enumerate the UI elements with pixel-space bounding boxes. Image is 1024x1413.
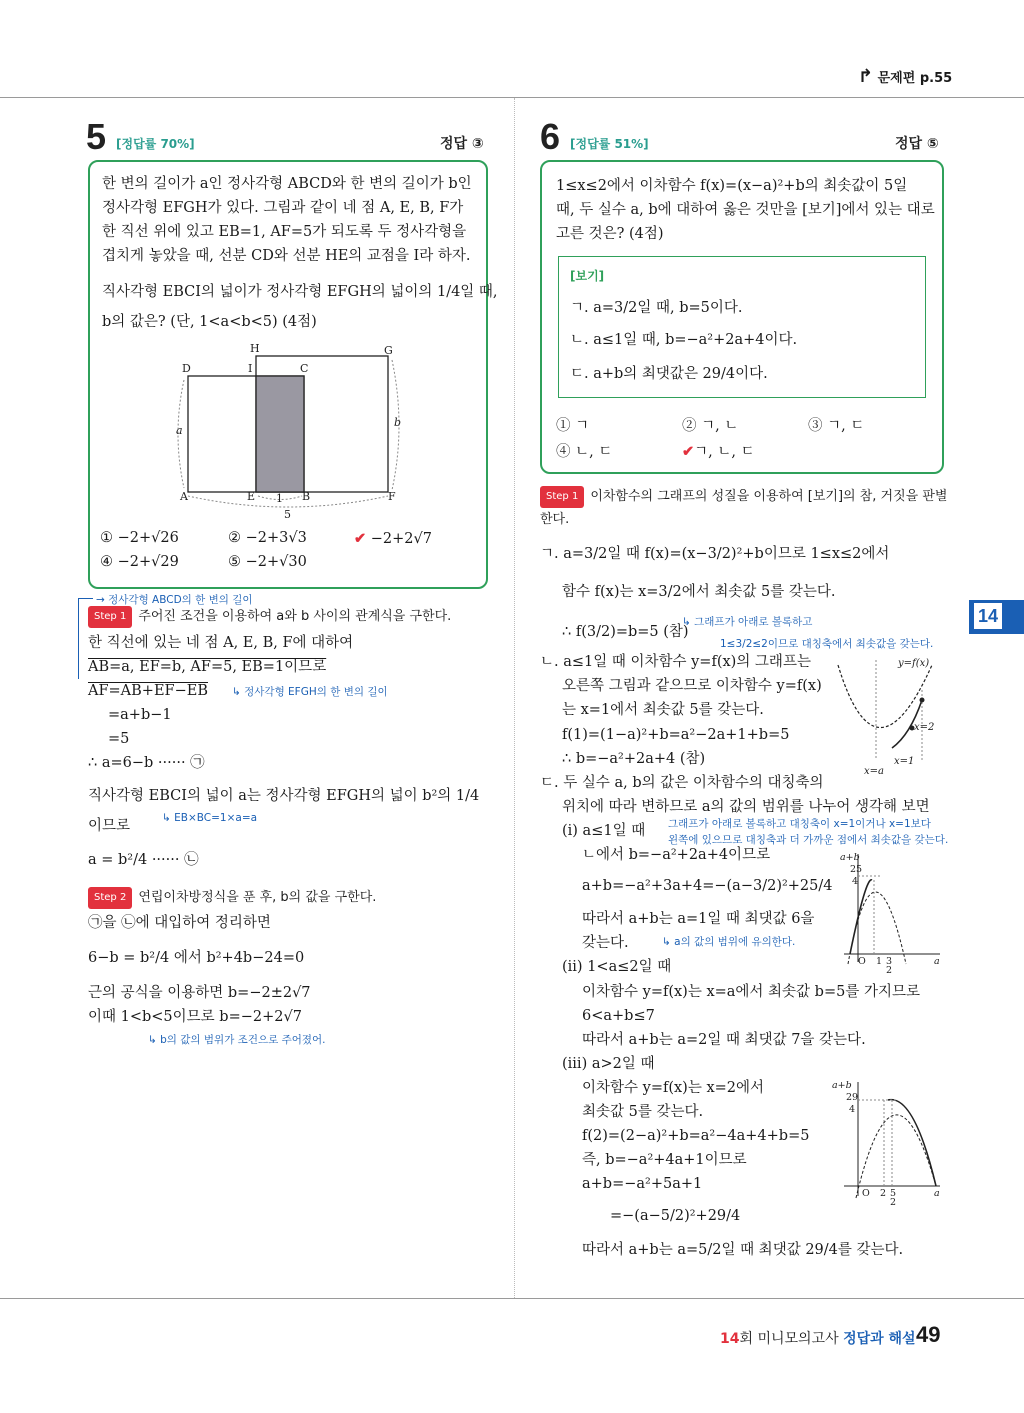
s6-l10: 위치에 따라 변하므로 a의 값의 범위를 나누어 생각해 보면 (562, 799, 930, 815)
s6-l15: 갖는다. (582, 935, 629, 951)
g2-label-1: 1 (876, 956, 883, 967)
g2-label-a: a (934, 956, 940, 967)
check-icon: ✔ (682, 443, 695, 460)
s5-note-efgh: ↳ 정사각형 EFGH의 한 변의 길이 (232, 686, 388, 698)
p6-option-5[interactable]: ✔ㄱ, ㄴ, ㄷ (682, 443, 755, 460)
g1-label-x2: x=2 (914, 722, 935, 733)
g3-label-4: 4 (849, 1104, 856, 1115)
s6-note-4: 왼쪽에 있으므로 대칭축과 더 가까운 점에서 최솟값을 갖는다. (668, 834, 949, 846)
bogi-3: ㄷ. a+b의 최댓값은 29/4이다. (570, 366, 768, 382)
s5-l6: ∴ a=6−b ······ ㉠ (88, 755, 205, 771)
p5-option-5[interactable]: ⑤ −2+√30 (228, 554, 307, 570)
problem6-number: 6 (540, 116, 561, 157)
p5-line-1: 한 변의 길이가 a인 정사각형 ABCD와 한 변의 길이가 b인 (102, 176, 472, 192)
label-G: G (384, 344, 393, 357)
s5-note-top: → 정사각형 ABCD의 한 변의 길이 (96, 594, 253, 606)
s6-l2: 함수 f(x)는 x=3/2에서 최솟값 5를 갖는다. (562, 584, 836, 600)
s6-l22: 최솟값 5를 갖는다. (582, 1104, 704, 1120)
bogi-2: ㄴ. a≤1일 때, b=−a²+2a+4이다. (570, 332, 798, 348)
s6-l11: (i) a≤1일 때 (562, 823, 646, 839)
arrow-icon: ↱ (858, 66, 874, 87)
g3-label-a: a (934, 1188, 940, 1199)
g2-parabola-solid (850, 880, 872, 954)
label-F: F (388, 490, 396, 503)
label-A: A (180, 490, 188, 503)
s5-note-area: ↳ EB×BC=1×a=a (162, 812, 258, 824)
graph-fx (830, 650, 950, 780)
s6-l20: (iii) a>2일 때 (562, 1056, 655, 1072)
p5-line-3: 한 직선 위에 있고 EB=1, AF=5가 되도록 두 정사각형을 (102, 224, 467, 240)
label-b: b (394, 416, 402, 429)
s6-l13: a+b=−a²+3a+4=−(a−3/2)²+25/4 (582, 878, 833, 894)
label-I: I (248, 362, 253, 375)
s5-l5: =5 (108, 731, 130, 747)
s5-step2: Step 2 연립이차방정식을 푼 후, b의 값을 구한다. (88, 887, 376, 909)
arc-5 (188, 496, 388, 507)
s5-l8: 이므로 (88, 818, 131, 834)
s6-l9: ㄷ. 두 실수 a, b의 값은 이차함수의 대칭축의 (540, 775, 824, 791)
g2-label-ab: a+b (840, 852, 860, 863)
s5-l1: 한 직선에 있는 네 점 A, E, B, F에 대하여 (88, 635, 354, 651)
s6-l6: 는 x=1에서 최솟값 5를 갖는다. (562, 702, 764, 718)
label-E: E (247, 490, 256, 503)
p6-option-1[interactable]: ① ㄱ (556, 418, 590, 434)
s6-l1: ㄱ. a=3/2일 때 f(x)=(x−3/2)²+b이므로 1≤x≤2에서 (540, 546, 890, 562)
p6-line-3: 고른 것은? (4점) (556, 226, 664, 242)
check-icon: ✔ (354, 530, 367, 547)
column-divider (514, 98, 515, 1298)
g3-parabola-solid (888, 1100, 936, 1186)
s6-step1-cont: 한다. (540, 512, 570, 527)
g2-label-2: 2 (886, 965, 893, 976)
s6-l21: 이차함수 y=f(x)는 x=2에서 (582, 1080, 765, 1096)
problem6-rate: [정답률 51%] (570, 137, 649, 151)
s6-l8: ∴ b=−a²+2a+4 (참) (562, 751, 706, 767)
bogi-title: [보기] (570, 269, 605, 283)
g3-label-5: 5 (890, 1188, 897, 1199)
header-rule (0, 97, 1024, 98)
point-x2 (920, 698, 925, 703)
p5-option-1[interactable]: ① −2+√26 (100, 530, 179, 546)
p6-line-1: 1≤x≤2에서 이차함수 f(x)=(x−a)²+b의 최솟값이 5일 (556, 178, 908, 194)
g3-label-2b: 2 (890, 1197, 897, 1208)
s6-l23: f(2)=(2−a)²+b=a²−4a+4+b=5 (582, 1128, 810, 1144)
p5-line-6: b의 값은? (단, 1<a<b<5) (4점) (102, 314, 317, 330)
s6-l18: 6<a+b≤7 (582, 1008, 655, 1024)
s6-l17: 이차함수 y=f(x)는 x=a에서 최솟값 b=5를 가지므로 (582, 984, 920, 1000)
g3-label-O: O (862, 1188, 870, 1199)
s6-l24: 즉, b=−a²+4a+1이므로 (582, 1152, 747, 1168)
label-B: B (302, 490, 311, 503)
g2-label-3: 3 (886, 956, 893, 967)
g3-label-29: 29 (846, 1092, 859, 1103)
g3-label-2: 2 (880, 1188, 887, 1199)
g1-label-xa: x=a (864, 766, 884, 777)
s5-l9: a = b²/4 ······ ㉡ (88, 852, 199, 868)
s6-l19: 따라서 a+b는 a=2일 때 최댓값 7을 갖는다. (582, 1032, 866, 1048)
label-1: 1 (276, 492, 283, 505)
s5-l4: =a+b−1 (108, 707, 172, 723)
label-5: 5 (284, 508, 291, 521)
s6-note-2: 1≤3/2≤2이므로 대칭축에서 최솟값을 갖는다. (720, 638, 934, 650)
s6-step1: Step 1 이차함수의 그래프의 성질을 이용하여 [보기]의 참, 거짓을 판별 (540, 486, 947, 508)
s6-l12: ㄴ에서 b=−a²+2a+4이므로 (582, 847, 771, 863)
s6-note-5: ↳ a의 값의 범위에 유의한다. (662, 936, 796, 948)
s6-l14: 따라서 a+b는 a=1일 때 최댓값 6을 (582, 911, 815, 927)
s6-l16: (ii) 1<a≤2일 때 (562, 959, 672, 975)
label-H: H (250, 342, 260, 355)
graph-case1 (836, 850, 946, 975)
problem5-rate: [정답률 70%] (116, 137, 195, 151)
s6-l27: 따라서 a+b는 a=5/2일 때 최댓값 29/4를 갖는다. (582, 1242, 904, 1258)
parabola-fx (838, 665, 932, 728)
s5-l2: AB=a, EF=b, AF=5, EB=1이므로 (88, 659, 327, 675)
g1-label-fx: y=f(x) (898, 658, 930, 669)
s5-l3: AF=AB+EF−EB (88, 683, 208, 699)
p5-option-4[interactable]: ④ −2+√29 (100, 554, 179, 570)
footer-title: 14회 미니모의고사 정답과 해설 (720, 1331, 916, 1347)
s6-l3: ∴ f(3/2)=b=5 (참) (562, 624, 689, 640)
problem5-answer: 정답 ③ (440, 136, 484, 152)
p6-option-3[interactable]: ③ ㄱ, ㄷ (808, 418, 865, 434)
s5-l13: 이때 1<b<5이므로 b=−2+2√7 (88, 1009, 302, 1025)
p6-option-4[interactable]: ④ ㄴ, ㄷ (556, 444, 613, 460)
p5-line-2: 정사각형 EFGH가 있다. 그림과 같이 네 점 A, E, B, F가 (102, 200, 464, 216)
header-ref: ↱ 문제편 p.55 (858, 66, 953, 87)
p5-option-2[interactable]: ② −2+3√3 (228, 530, 307, 546)
problem5-number: 5 (86, 116, 107, 157)
s6-l25: a+b=−a²+5a+1 (582, 1176, 703, 1192)
problem6-answer: 정답 ⑤ (895, 136, 939, 152)
s6-note-3: 그래프가 아래로 볼록하고 대칭축이 x=1이거나 x=1보다 (668, 818, 931, 830)
s5-note-range: ↳ b의 값의 범위가 조건으로 주어졌어. (148, 1034, 326, 1046)
rect-ebci (256, 376, 304, 492)
p6-line-2: 때, 두 실수 a, b에 대하여 옳은 것만을 [보기]에서 있는 대로 (556, 202, 935, 218)
g2-label-4: 4 (852, 876, 859, 887)
graph-case3 (832, 1078, 946, 1208)
bogi-1: ㄱ. a=3/2일 때, b=5이다. (570, 300, 743, 316)
p6-option-2[interactable]: ② ㄱ, ㄴ (682, 418, 739, 434)
s5-step1: Step 1 주어진 조건을 이용하여 a와 b 사이의 관계식을 구한다. (88, 606, 451, 628)
p5-line-5: 직사각형 EBCI의 넓이가 정사각형 EFGH의 넓이의 1/4일 때, (102, 284, 498, 300)
s6-note-1: ↳ 그래프가 아래로 볼록하고 (682, 616, 813, 628)
s5-l11: 6−b = b²/4 에서 b²+4b−24=0 (88, 950, 305, 966)
s6-l5: 오른쪽 그림과 같으므로 이차함수 y=f(x) (562, 678, 822, 694)
g2-label-25: 25 (850, 864, 863, 875)
g3-label-ab: a+b (832, 1080, 852, 1091)
s6-l4: ㄴ. a≤1일 때 이차함수 y=f(x)의 그래프는 (540, 654, 811, 670)
s5-l10: ㉠을 ㉡에 대입하여 정리하면 (88, 915, 271, 931)
s6-l7: f(1)=(1−a)²+b=a²−2a+1+b=5 (562, 727, 790, 743)
s6-l26: =−(a−5/2)²+29/4 (610, 1208, 741, 1224)
chapter-tab[interactable]: 14 (969, 600, 1024, 634)
label-C: C (300, 362, 309, 375)
g2-parabola (848, 892, 906, 964)
page-number: 49 (916, 1322, 941, 1347)
problem5-figure (170, 340, 410, 520)
label-D: D (182, 362, 191, 375)
label-a: a (176, 424, 183, 437)
g1-label-x1: x=1 (894, 756, 915, 767)
g2-label-O: O (858, 956, 866, 967)
s5-l7: 직사각형 EBCI의 넓이 a는 정사각형 EFGH의 넓이 b²의 1/4 (88, 788, 480, 804)
p5-line-4: 겹치게 놓았을 때, 선분 CD와 선분 HE의 교점을 I라 하자. (102, 248, 471, 264)
footer-rule (0, 1298, 1024, 1299)
s5-l12: 근의 공식을 이용하면 b=−2±2√7 (88, 985, 311, 1001)
p5-option-3[interactable]: ✔ −2+2√7 (354, 530, 432, 547)
